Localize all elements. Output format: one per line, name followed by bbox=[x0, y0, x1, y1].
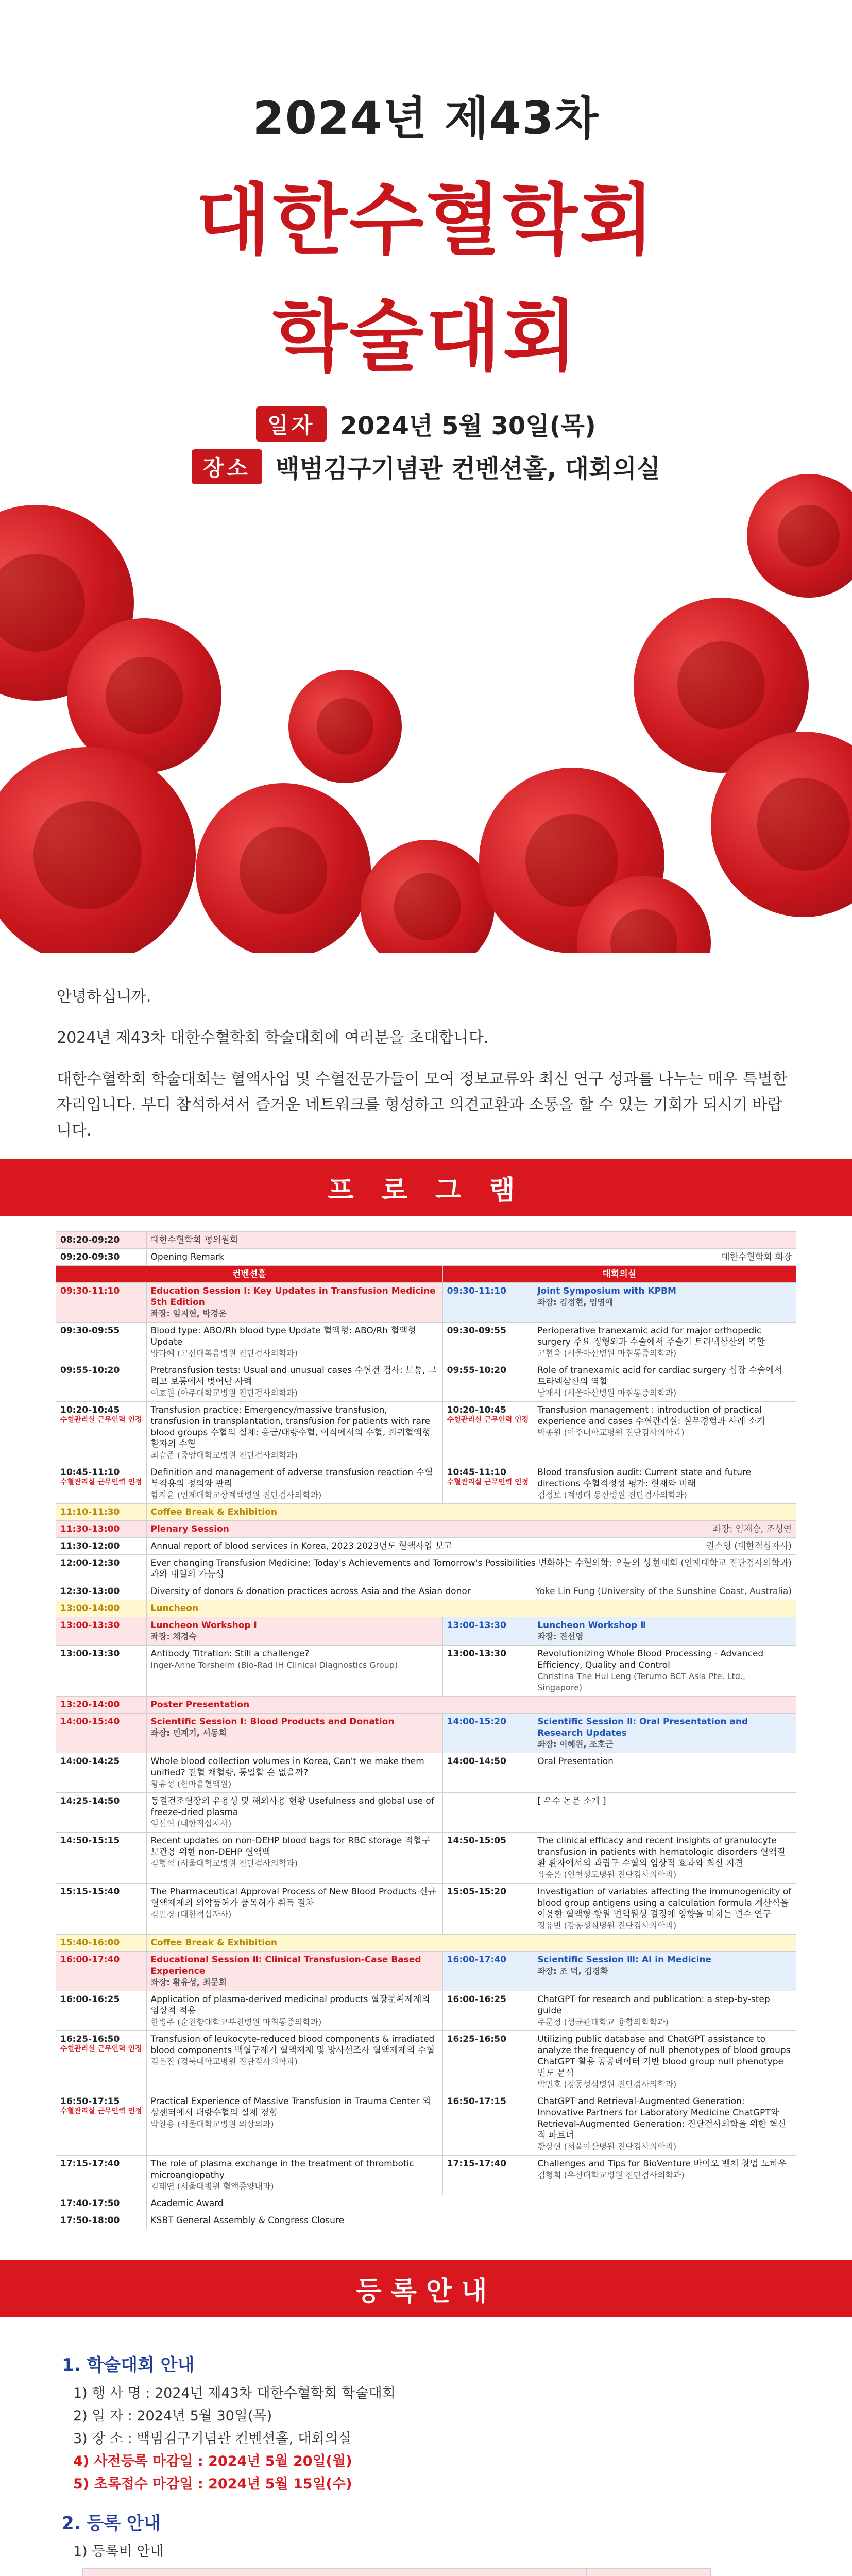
session-title: Revolutionizing Whole Blood Processing - Advanced Efficiency, Quality and Control Christina The Hui Leng (Terumo BCT Asia Pte. Ltd., Singapore) bbox=[533, 1646, 796, 1697]
session-title: Antibody Titration: Still a challenge? Inger-Anne Torsheim (Bio-Rad IH Clinical Diagnostics Group) bbox=[146, 1646, 442, 1697]
session-title: 대한수혈학회 회장 Opening Remark bbox=[146, 1249, 796, 1266]
session-title: Whole blood collection volumes in Korea, Can't we make them unified? 전혈 채혈량, 통일할 순 없을까? 황유성 (한마음혈액원) bbox=[146, 1753, 442, 1793]
session-tag: 수혈관리실 근무인력 인정 bbox=[60, 1416, 142, 1424]
blood-cell-illustration bbox=[0, 747, 196, 953]
conference-info-line: 2) 일 자 : 2024년 5월 30일(목) bbox=[73, 2408, 272, 2424]
hall-header: 컨벤션홀 bbox=[56, 1266, 443, 1283]
session-time: 16:00-17:40 bbox=[442, 1952, 533, 1991]
session-time: 10:20-10:45 수혈관리실 근무인력 인정 bbox=[56, 1402, 147, 1464]
conference-info-heading: 1. 학술대회 안내 bbox=[62, 2355, 195, 2376]
session-time: 14:50-15:15 bbox=[56, 1833, 147, 1884]
program-row bbox=[56, 1504, 796, 1521]
session-title: Transfusion practice: Emergency/massive transfusion, transfusion in transplantation, transfusion for patients with rare blood groups 수혈의 실제: 응급/대량수혈, 이식에서의 수혈, 희귀혈액형 환자의 수혈 최승준 (중앙대학교병원 진단검사의학과) bbox=[146, 1402, 442, 1464]
program-row bbox=[56, 1793, 796, 1833]
blood-cell-illustration bbox=[361, 840, 495, 953]
session-title: Transfusion of leukocyte-reduced blood components & irradiated blood components 백혈구제거 혈액제제 및 방사선조사 혈액제제의 수혈 김은진 (경북대학교병원 진단검사의학과) bbox=[146, 2031, 442, 2093]
fee-table bbox=[82, 2568, 711, 2576]
session-time: 15:40-16:00 bbox=[56, 1935, 147, 1952]
session-time: 15:15-15:40 bbox=[56, 1884, 147, 1935]
session-time: 10:20-10:45 수혈관리실 근무인력 인정 bbox=[442, 1402, 533, 1464]
session-title: ChatGPT for research and publication: a step-by-step guide 주문정 (성균관대학교 융합의학학과) bbox=[533, 1991, 796, 2031]
session-title: Coffee Break & Exhibition bbox=[146, 1935, 796, 1952]
session-chair: 권소영 (대한적십자사) bbox=[706, 1541, 792, 1551]
session-time: 13:00-13:30 bbox=[442, 1617, 533, 1646]
program-row bbox=[56, 2093, 796, 2156]
session-time: 16:50-17:15 bbox=[442, 2093, 533, 2156]
session-title: The clinical efficacy and recent insights of granulocyte transfusion in patients with hematologic disorders 혈액질환 환자에서의 과립구 수혈의 임상적 효과와 최신 지견 유승은 (인천성모병원 진단검사의학과) bbox=[533, 1833, 796, 1884]
session-tag: 수혈관리실 근무인력 인정 bbox=[447, 1416, 529, 1424]
blood-cell-illustration bbox=[196, 783, 371, 953]
fee-header-cell bbox=[83, 2569, 463, 2576]
session-time: 11:30-12:00 bbox=[56, 1538, 147, 1555]
registration-guide-heading: 2. 등록 안내 bbox=[62, 2513, 161, 2534]
session-time: 10:45-11:10 수혈관리실 근무인력 인정 bbox=[56, 1464, 147, 1504]
session-title: Application of plasma-derived medicinal products 혈장분획제제의 임상적 적용 한병주 (순천향대학교부천병원 마취통증의학과) bbox=[146, 1991, 442, 2031]
program-row bbox=[56, 2156, 796, 2195]
session-speaker: 박찬용 (서울대학교병원 외상외과) bbox=[150, 2119, 274, 2129]
session-time: 17:50-18:00 bbox=[56, 2212, 147, 2229]
session-speaker: 박종원 (아주대학교병원 진단검사의학과) bbox=[537, 1428, 685, 1437]
session-time: 13:20-14:00 bbox=[56, 1697, 147, 1714]
blood-cell-illustration bbox=[288, 670, 402, 783]
fee-header-cell bbox=[463, 2569, 587, 2576]
session-time: 13:00-13:30 bbox=[442, 1646, 533, 1697]
fee-guide-label: 1) 등록비 안내 bbox=[73, 2544, 164, 2560]
program-row bbox=[56, 1464, 796, 1504]
session-title: Educational Session Ⅱ: Clinical Transfusion-Case Based Experience 좌장: 황유성, 최문희 bbox=[146, 1952, 442, 1991]
event-info bbox=[0, 406, 852, 484]
session-title: Recent updates on non-DEHP blood bags for RBC storage 적혈구 보관용 위한 non-DEHP 혈액백 김형석 (서울대학교병원 진단검사의학과) bbox=[146, 1833, 442, 1884]
session-speaker: 김형희 (우신대학교병원 진단검사의학과) bbox=[537, 2170, 685, 2180]
program-row bbox=[56, 2031, 796, 2093]
session-time: 11:30-13:00 bbox=[56, 1521, 147, 1538]
program-row bbox=[56, 1402, 796, 1464]
event-place: 백범김구기념관 컨벤션홀, 대회의실 bbox=[275, 454, 661, 483]
session-speaker: 남재서 (서울아산병원 마취통증의학과) bbox=[537, 1388, 677, 1398]
session-time: 16:25-16:50 bbox=[442, 2031, 533, 2093]
program-row bbox=[56, 1697, 796, 1714]
session-chair: Yoke Lin Fung (University of the Sunshine Coast, Australia) bbox=[535, 1586, 792, 1597]
session-speaker: 임선혁 (대한적십자사) bbox=[150, 1819, 232, 1828]
session-title: Blood type: ABO/Rh blood type Update 혈액형: ABO/Rh 혈액형 Update 양다혜 (고신대복음병원 진단검사의학과) bbox=[146, 1323, 442, 1362]
session-time: 09:55-10:20 bbox=[56, 1362, 147, 1402]
session-time: 14:00-15:40 bbox=[56, 1714, 147, 1753]
session-title: The Pharmaceutical Approval Process of New Blood Products 신규 혈액제제의 의약품허가 품목허가 취득 절차 김민경 (대한적십자사) bbox=[146, 1884, 442, 1935]
session-title: ChatGPT and Retrieval-Augmented Generation: Innovative Partners for Laboratory Medicine ChatGPT와 Retrieval-Augmented Generation: 진단검사의학을 위한 혁신적 파트너 황상현 (서울아산병원 진단검사의학과) bbox=[533, 2093, 796, 2156]
program-row bbox=[56, 1617, 796, 1646]
session-title: KSBT General Assembly & Congress Closure bbox=[146, 2212, 796, 2229]
session-time: 11:10-11:30 bbox=[56, 1504, 147, 1521]
blood-cell-illustration bbox=[747, 474, 852, 598]
session-speaker: 김민경 (대한적십자사) bbox=[150, 1909, 232, 1919]
session-speaker: 황유성 (한마음혈액원) bbox=[150, 1779, 232, 1789]
session-time: 13:00-14:00 bbox=[56, 1600, 147, 1617]
program-row bbox=[56, 1833, 796, 1884]
program-row bbox=[56, 1952, 796, 1991]
session-time: 09:30-11:10 bbox=[56, 1283, 147, 1323]
greeting bbox=[0, 953, 852, 1144]
program-row bbox=[56, 1266, 796, 1283]
session-speaker: 김은진 (경북대학교병원 진단검사의학과) bbox=[150, 2057, 298, 2066]
session-time: 12:30-13:00 bbox=[56, 1583, 147, 1600]
fee-header-cell bbox=[587, 2569, 711, 2576]
session-speaker: 유승은 (인천성모병원 진단검사의학과) bbox=[537, 1870, 677, 1879]
program-row bbox=[56, 1323, 796, 1362]
greeting-body: 대한수혈학회 학술대회는 혈액사업 및 수혈전문가들이 모여 정보교류와 최신 연구 성과를 나누는 매우 특별한 자리입니다. 부디 참석하셔서 즐거운 네트워크를 형성하고 의견교환과 소통을 할 수 있는 기회가 되시기 바랍니다. bbox=[57, 1070, 788, 1140]
program-row bbox=[56, 1538, 796, 1555]
session-time: 17:15-17:40 bbox=[56, 2156, 147, 2195]
session-title: 대한수혈학회 평의원회 bbox=[146, 1232, 796, 1249]
program-row bbox=[56, 1753, 796, 1793]
session-time: 13:00-13:30 bbox=[56, 1617, 147, 1646]
session-speaker: 황상현 (서울아산병원 진단검사의학과) bbox=[537, 2142, 677, 2151]
registration-banner: 등록안내 bbox=[0, 2260, 852, 2317]
session-speaker: 박민호 (강동성심병원 진단검사의학과) bbox=[537, 2079, 677, 2089]
session-title: Challenges and Tips for BioVenture 바이오 벤처 창업 노하우 김형희 (우신대학교병원 진단검사의학과) bbox=[533, 2156, 796, 2195]
session-speaker: 좌장: 임지현, 박경운 bbox=[150, 1309, 227, 1318]
session-speaker: 최승준 (중앙대학교병원 진단검사의학과) bbox=[150, 1450, 298, 1460]
session-time: 10:45-11:10 수혈관리실 근무인력 인정 bbox=[442, 1464, 533, 1504]
session-title: Investigation of variables affecting the immunogenicity of blood group antigens using a calculation formula 계산식을 이용한 혈액형 항원 면역원성 결정에 영향을 미치는 변수 연구 정유빈 (강동성심병원 진단검사의학과) bbox=[533, 1884, 796, 1935]
session-time: 16:00-17:40 bbox=[56, 1952, 147, 1991]
program-row bbox=[56, 1583, 796, 1600]
session-title: Joint Symposium with KPBM 좌장: 김정현, 임영애 bbox=[533, 1283, 796, 1323]
session-speaker: Inger-Anne Torsheim (Bio-Rad IH Clinical Diagnostics Group) bbox=[150, 1660, 398, 1670]
hero bbox=[0, 0, 852, 953]
session-title: Role of tranexamic acid for cardiac surgery 심장 수술에서 트라넥삼산의 역할 남재서 (서울아산병원 마취통증의학과) bbox=[533, 1362, 796, 1402]
session-title: Scientific Session Ⅱ: Oral Presentation and Research Updates 좌장: 이혜원, 조호근 bbox=[533, 1714, 796, 1753]
program-row bbox=[56, 2212, 796, 2229]
session-speaker: 좌장: 채경숙 bbox=[150, 1632, 197, 1641]
hero-title-block bbox=[0, 82, 852, 484]
session-title: Pretransfusion tests: Usual and unusual cases 수혈전 검사: 보통, 그리고 보통에서 벗어난 사례 이호원 (아주대학교병원 진단검사의학과) bbox=[146, 1362, 442, 1402]
session-time: 09:30-09:55 bbox=[442, 1323, 533, 1362]
registration-deadline: 4) 사전등록 마감일 : 2024년 5월 20일(월) bbox=[73, 2453, 352, 2469]
session-time: 08:20-09:20 bbox=[56, 1232, 147, 1249]
session-speaker: 고현욱 (서울아산병원 마취통증의학과) bbox=[537, 1348, 677, 1358]
event-place-row bbox=[192, 449, 660, 484]
session-time bbox=[442, 1793, 533, 1833]
hall-header: 대회의실 bbox=[442, 1266, 796, 1283]
session-title: Luncheon Workshop Ⅰ 좌장: 채경숙 bbox=[146, 1617, 442, 1646]
session-time: 14:00-14:50 bbox=[442, 1753, 533, 1793]
program-row bbox=[56, 1555, 796, 1583]
session-speaker: 김형석 (서울대학교병원 진단검사의학과) bbox=[150, 1858, 298, 1868]
program-row bbox=[56, 1232, 796, 1249]
session-time: 09:55-10:20 bbox=[442, 1362, 533, 1402]
program-row bbox=[56, 1362, 796, 1402]
session-chair: 대한수혈학회 회장 bbox=[721, 1252, 792, 1262]
session-chair: 좌장: 임채승, 조성연 bbox=[712, 1524, 792, 1534]
session-speaker: 양다혜 (고신대복음병원 진단검사의학과) bbox=[150, 1348, 298, 1358]
program-row bbox=[56, 1521, 796, 1538]
event-date-row bbox=[256, 406, 596, 442]
session-title: 동결건조혈장의 유용성 및 해외사용 현황 Usefulness and global use of freeze-dried plasma 임선혁 (대한적십자사) bbox=[146, 1793, 442, 1833]
session-title: Luncheon Workshop Ⅱ 좌장: 진선영 bbox=[533, 1617, 796, 1646]
session-speaker: 좌장: 김정현, 임영애 bbox=[537, 1297, 614, 1307]
session-title: 권소영 (대한적십자사) Annual report of blood services in Korea, 2023 2023년도 혈액사업 보고 bbox=[146, 1538, 796, 1555]
fee-table-header bbox=[83, 2569, 711, 2576]
program-row bbox=[56, 1935, 796, 1952]
conference-info-line: 1) 행 사 명 : 2024년 제43차 대한수혈학회 학술대회 bbox=[73, 2385, 396, 2401]
session-time: 17:40-17:50 bbox=[56, 2195, 147, 2212]
program-row bbox=[56, 1884, 796, 1935]
session-title: Yoke Lin Fung (University of the Sunshine Coast, Australia) Diversity of donors & donation practices across Asia and the Asian donor bbox=[146, 1583, 796, 1600]
session-time: 14:50-15:05 bbox=[442, 1833, 533, 1884]
session-speaker: 한병주 (순천향대학교부천병원 마취통증의학과) bbox=[150, 2017, 322, 2027]
session-time: 16:00-16:25 bbox=[56, 1991, 147, 2031]
abstract-deadline: 5) 초록접수 마감일 : 2024년 5월 15일(수) bbox=[73, 2476, 352, 2492]
session-time: 14:00-14:25 bbox=[56, 1753, 147, 1793]
session-speaker: 주문정 (성균관대학교 융합의학학과) bbox=[537, 2017, 669, 2027]
session-speaker: 좌장: 황유성, 최문희 bbox=[150, 1977, 227, 1987]
session-title: 좌장: 임채승, 조성연 Plenary Session bbox=[146, 1521, 796, 1538]
session-time: 14:25-14:50 bbox=[56, 1793, 147, 1833]
program-row bbox=[56, 1600, 796, 1617]
date-tag: 일자 bbox=[256, 406, 327, 442]
session-title: Definition and management of adverse transfusion reaction 수혈부작용의 정의와 관리 함지윤 (인제대학교상계백병원 진단검사의학과) bbox=[146, 1464, 442, 1504]
session-title: The role of plasma exchange in the treatment of thrombotic microangiopathy 김태연 (서울대병원 혈액종양내과) bbox=[146, 2156, 442, 2195]
session-time: 09:30-11:10 bbox=[442, 1283, 533, 1323]
session-title: Coffee Break & Exhibition bbox=[146, 1504, 796, 1521]
session-time: 15:05-15:20 bbox=[442, 1884, 533, 1935]
program-row bbox=[56, 1249, 796, 1266]
session-speaker: 이호원 (아주대학교병원 진단검사의학과) bbox=[150, 1388, 298, 1398]
program-table bbox=[56, 1231, 796, 2229]
session-speaker: Christina The Hui Leng (Terumo BCT Asia Pte. Ltd., Singapore) bbox=[537, 1671, 746, 1692]
session-title: Education Session Ⅰ: Key Updates in Transfusion Medicine 5th Edition 좌장: 임지현, 박경운 bbox=[146, 1283, 442, 1323]
session-time: 09:30-09:55 bbox=[56, 1323, 147, 1362]
event-date: 2024년 5월 30일(목) bbox=[340, 412, 596, 440]
place-tag: 장소 bbox=[192, 449, 262, 484]
session-title: Oral Presentation bbox=[533, 1753, 796, 1793]
session-time: 16:25-16:50 수혈관리실 근무인력 인정 bbox=[56, 2031, 147, 2093]
session-time: 14:00-15:20 bbox=[442, 1714, 533, 1753]
session-speaker: 김태연 (서울대병원 혈액종양내과) bbox=[150, 2181, 274, 2191]
session-title: Luncheon bbox=[146, 1600, 796, 1617]
session-speaker: 좌장: 이혜원, 조호근 bbox=[537, 1739, 614, 1749]
conference-info-line: 3) 장 소 : 백범김구기념관 컨벤션홀, 대회의실 bbox=[73, 2431, 352, 2447]
session-speaker: 함지윤 (인제대학교상계백병원 진단검사의학과) bbox=[150, 1490, 322, 1500]
session-title: Scientific Session Ⅲ: AI in Medicine 좌장: 조 덕, 김경화 bbox=[533, 1952, 796, 1991]
session-tag: 수혈관리실 근무인력 인정 bbox=[60, 2045, 142, 2053]
session-title: Scientific Session Ⅰ: Blood Products and Donation 좌장: 민계기, 서동희 bbox=[146, 1714, 442, 1753]
session-speaker: 김정보 (계명대 동산병원 진단검사의학과) bbox=[537, 1490, 687, 1500]
program-row bbox=[56, 1646, 796, 1697]
session-tag: 수혈관리실 근무인력 인정 bbox=[60, 2107, 142, 2115]
session-tag: 수혈관리실 근무인력 인정 bbox=[60, 1478, 142, 1486]
session-time: 09:20-09:30 bbox=[56, 1249, 147, 1266]
session-speaker: 좌장: 진선영 bbox=[537, 1632, 584, 1641]
session-title: Poster Presentation bbox=[146, 1697, 796, 1714]
session-title: Academic Award bbox=[146, 2195, 796, 2212]
session-speaker: 정유빈 (강동성심병원 진단검사의학과) bbox=[537, 1921, 677, 1930]
session-speaker: 좌장: 민계기, 서동희 bbox=[150, 1728, 227, 1738]
session-title: Transfusion management : introduction of practical experience and cases 수혈관리실: 실무경험과 사례 소개 박종원 (아주대학교병원 진단검사의학과) bbox=[533, 1402, 796, 1464]
session-time: 12:00-12:30 bbox=[56, 1555, 147, 1583]
program-row bbox=[56, 2195, 796, 2212]
session-title: Blood transfusion audit: Current state and future directions 수혈적정성 평가: 현재와 미래 김정보 (계명대 동산병원 진단검사의학과) bbox=[533, 1464, 796, 1504]
program-section bbox=[0, 1216, 852, 2229]
session-title: Practical Experience of Massive Transfusion in Trauma Center 외상센터에서 대량수혈의 실제 경험 박찬용 (서울대학교병원 외상외과) bbox=[146, 2093, 442, 2156]
session-tag: 수혈관리실 근무인력 인정 bbox=[447, 1478, 529, 1486]
program-banner: 프 로 그 램 bbox=[0, 1159, 852, 1216]
registration-section bbox=[0, 2317, 852, 2576]
event-year: 2024년 제43차 bbox=[252, 92, 600, 145]
session-chair: 한태희 (인제대학교 진단검사의학과) bbox=[652, 1558, 792, 1568]
program-row bbox=[56, 1714, 796, 1753]
program-row bbox=[56, 1991, 796, 2031]
session-time: 16:00-16:25 bbox=[442, 1991, 533, 2031]
greeting-hello: 안녕하십니까. bbox=[57, 988, 151, 1006]
session-time: 17:15-17:40 bbox=[442, 2156, 533, 2195]
session-title: 한태희 (인제대학교 진단검사의학과) Ever changing Transfusion Medicine: Today's Achievements and Tomorrow's Possibilities 변화하는 수혈의학: 오늘의 성과와 내일의 가능성 bbox=[146, 1555, 796, 1583]
greeting-invite: 2024년 제43차 대한수혈학회 학술대회에 여러분을 초대합니다. bbox=[57, 1029, 489, 1047]
event-title-line1: 대한수혈학회 bbox=[196, 176, 656, 265]
session-title: Perioperative tranexamic acid for major orthopedic surgery 주요 정형외과 수술에서 주술기 트라넥삼산의 역할 고현욱 (서울아산병원 마취통증의학과) bbox=[533, 1323, 796, 1362]
event-title-line2: 학술대회 bbox=[272, 292, 580, 382]
session-speaker: 좌장: 조 덕, 김경화 bbox=[537, 1966, 608, 1976]
session-time: 16:50-17:15 수혈관리실 근무인력 인정 bbox=[56, 2093, 147, 2156]
session-title: Utilizing public database and ChatGPT assistance to analyze the frequency of null phenotypes of blood groups ChatGPT 활용 공공데이터 기반 blood group null phenotype 빈도 분석 박민호 (강동성심병원 진단검사의학과) bbox=[533, 2031, 796, 2093]
program-row bbox=[56, 1283, 796, 1323]
session-time: 13:00-13:30 bbox=[56, 1646, 147, 1697]
session-title: [ 우수 논문 소개 ] bbox=[533, 1793, 796, 1833]
